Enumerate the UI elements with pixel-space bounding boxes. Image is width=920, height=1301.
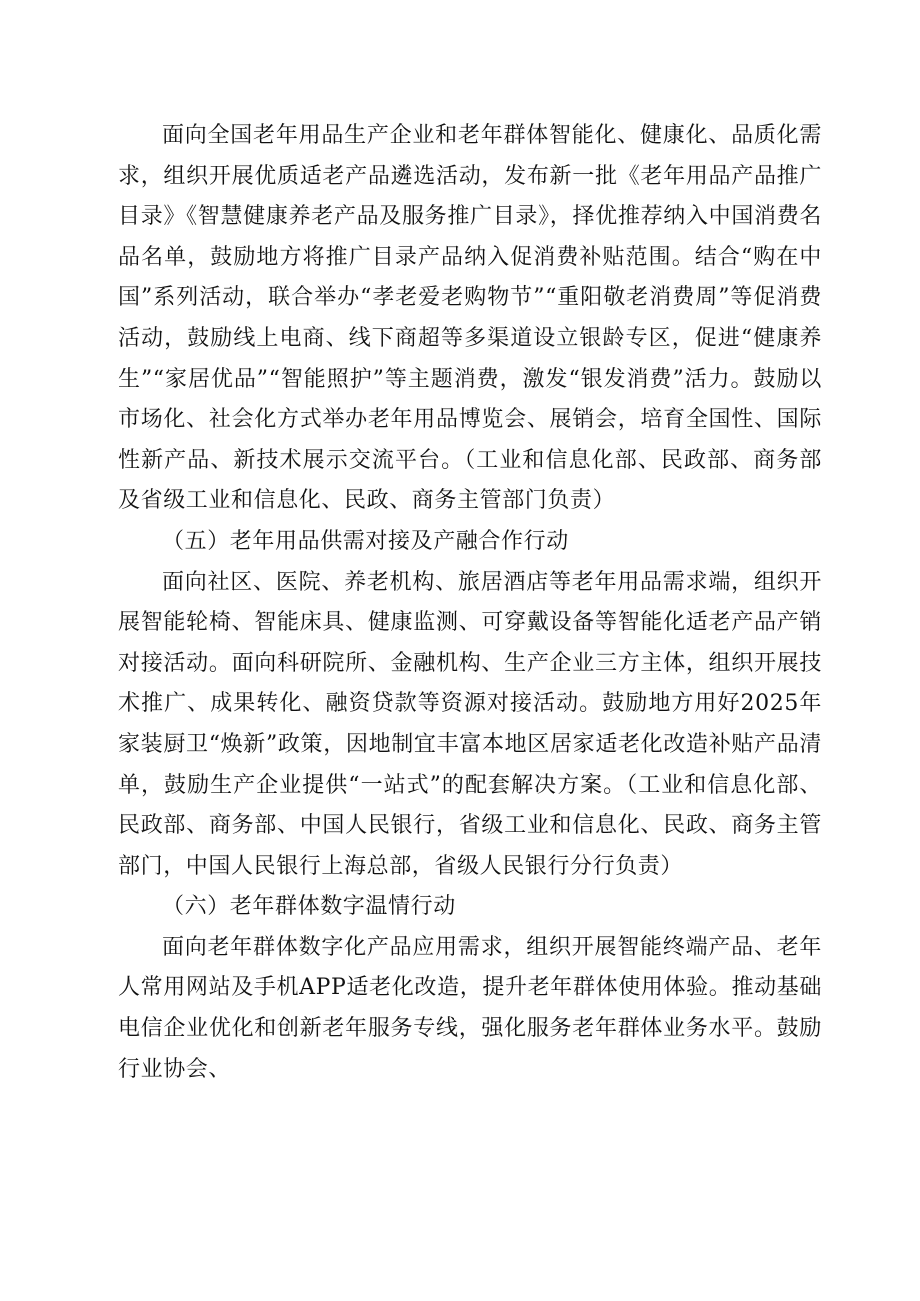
section-heading-six: （六）老年群体数字温情行动 xyxy=(162,894,456,920)
paragraph-digital-warmth: 面向老年群体数字化产品应用需求，组织开展智能终端产品、老年人常用网站及手机APP适老化改造，提升老年群体使用体验。推动基础电信企业优化和创新老年服务专线，强化服务老年群体业务水平。鼓励行业协会、 xyxy=(118,934,822,1082)
document-body xyxy=(118,116,822,1090)
paragraph-supply-demand-docking: 面向社区、医院、养老机构、旅居酒店等老年用品需求端，组织开展智能轮椅、智能床具、健康监测、可穿戴设备等智能化适老产品产销对接活动。面向科研院所、金融机构、生产企业三方主体，组织开展技术推广、成果转化、融资贷款等资源对接活动。鼓励地方用好2025年家装厨卫“焕新”政策，因地制宜丰富本地区居家适老化改造补贴产品清单，鼓励生产企业提供“一站式”的配套解决方案。（工业和信息化部、民政部、商务部、中国人民银行，省级工业和信息化、民政、商务主管部门，中国人民银行上海总部，省级人民银行分行负责） xyxy=(118,569,822,879)
paragraph-promotion-activities: 面向全国老年用品生产企业和老年群体智能化、健康化、品质化需求，组织开展优质适老产品遴选活动，发布新一批《老年用品产品推广目录》《智慧健康养老产品及服务推广目录》，择优推荐纳入中国消费名品名单，鼓励地方将推广目录产品纳入促消费补贴范围。结合“购在中国”系列活动，联合举办“孝老爱老购物节”“重阳敬老消费周”等促消费活动，鼓励线上电商、线下商超等多渠道设立银龄专区，促进“健康养生”“家居优品”“智能照护”等主题消费，激发“银发消费”活力。鼓励以市场化、社会化方式举办老年用品博览会、展销会，培育全国性、国际性新产品、新技术展示交流平台。（工业和信息化部、民政部、商务部及省级工业和信息化、民政、商务主管部门负责） xyxy=(118,123,822,514)
section-heading-five: （五）老年用品供需对接及产融合作行动 xyxy=(162,528,569,554)
